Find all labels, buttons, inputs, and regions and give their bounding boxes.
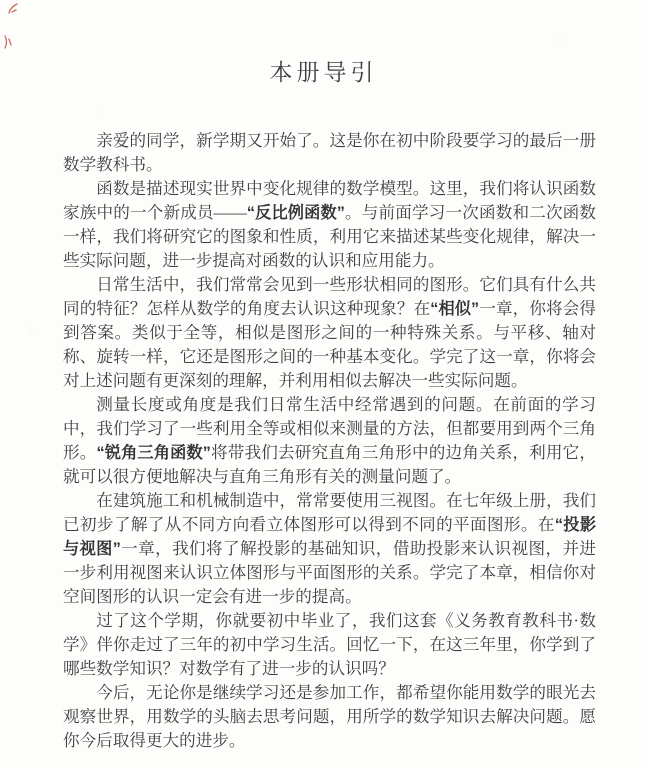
bold-term-acute-trig-functions: “锐角三角函数”	[96, 444, 211, 462]
text-run: 函数是描述现实世界中变化规律的数学模型。这里，我们将认识函数家族中的一个新成员——	[63, 179, 596, 222]
intro-paragraph-7	[63, 681, 596, 753]
intro-paragraph-2	[63, 177, 596, 273]
text-run: 一章，你将会得到答案。类似于全等，相似是图形之间的一种特殊关系。与平移、轴对称、旋转一样，它还是图形之间的一种基本变化。学完了这一章，你将会对上述问题有更深刻的理解，并利用相似去解决一些实际问题。	[63, 299, 597, 390]
page-title: 本册导引	[269, 60, 378, 85]
text-run: 日常生活中，我们常常会见到一些形状相同的图形。它们具有什么共同的特征？怎样从数学的角度去认识这种现象？在	[63, 275, 596, 318]
intro-paragraph-5	[63, 489, 596, 609]
bold-term-similarity: “相似”	[430, 300, 480, 318]
text-run: 。与前面学习一次函数和二次函数一样，我们将研究它的图象和性质，利用它来描述某些变化规律，解决一些实际问题，进一步提高对函数的认识和应用能力。	[63, 203, 597, 270]
intro-paragraph-3	[63, 273, 596, 393]
body-text	[63, 129, 596, 753]
intro-paragraph-4	[63, 393, 596, 489]
text-run: 测量长度或角度是我们日常生活中经常遇到的问题。在前面的学习中，我们学习了一些利用全等或相似来测量的方法，但都要用到两个三角形。	[63, 395, 596, 462]
text-run: 在建筑施工和机械制造中，常常要使用三视图。在七年级上册，我们已初步了解了从不同方向看立体图形可以得到不同的平面图形。在	[63, 491, 596, 534]
text-run: 今后，无论你是继续学习还是参加工作，都希望你能用数学的眼光去观察世界，用数学的头脑去思考问题，用所学的数学知识去解决问题。愿你今后取得更大的进步。	[63, 683, 596, 750]
red-pen-mark-1	[6, 2, 20, 21]
text-run: 过了这个学期，你就要初中毕业了，我们这套《义务教育教科书·数学》伴你走过了三年的初中学习生活。回忆一下，在这三年里，你学到了哪些数学知识？对数学有了进一步的认识吗？	[63, 611, 596, 678]
bold-term-projection-and-views: “投影与视图”	[63, 516, 597, 558]
text-run: 一章，我们将了解投影的基础知识，借助投影来认识视图，并进一步利用视图来认识立体图形与平面图形的关系。学完了本章，相信你对空间图形的认识一定会有进一步的提高。	[63, 539, 597, 606]
intro-paragraph-6	[63, 609, 596, 681]
bold-term-inverse-proportion-function: “反比例函数”	[246, 204, 345, 222]
intro-paragraph-1	[63, 129, 596, 177]
text-run: 亲爱的同学，新学期又开始了。这是你在初中阶段要学习的最后一册数学教科书。	[63, 131, 596, 174]
red-pen-mark-2	[2, 34, 14, 55]
text-run: 将带我们去研究直角三角形中的边角关系，利用它，就可以很方便地解决与直角三角形有关的测量问题了。	[63, 443, 597, 486]
